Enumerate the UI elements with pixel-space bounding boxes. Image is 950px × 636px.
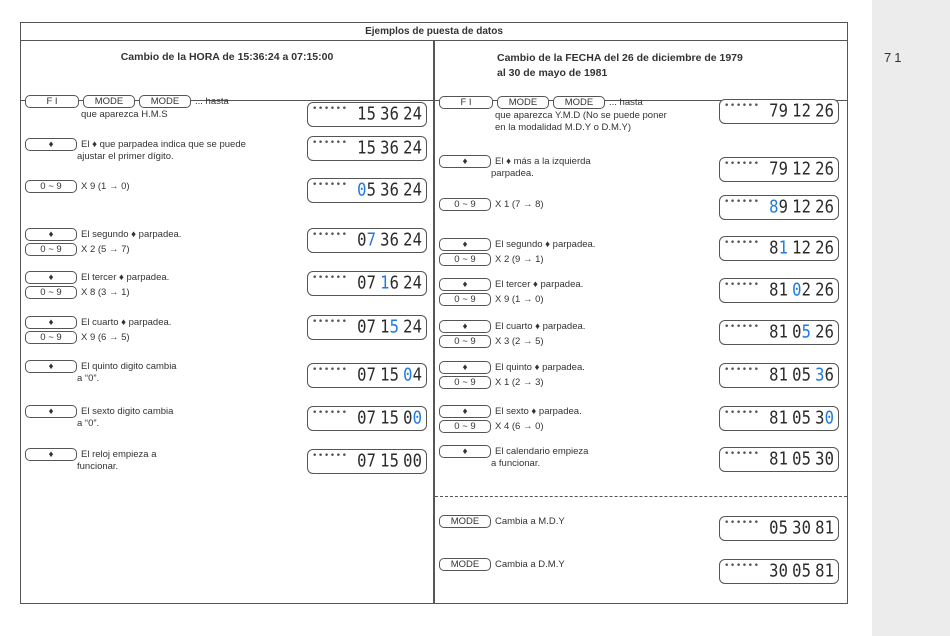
digit-key[interactable]: 0 ~ 9 bbox=[439, 253, 491, 266]
lcd-digit: 9 bbox=[778, 196, 788, 218]
lcd-digit: 1 bbox=[824, 560, 834, 582]
page-number: 71 bbox=[884, 50, 905, 65]
lcd-indicator-dots: •••••• bbox=[724, 101, 760, 111]
step-description: Cambia a D.M.Y bbox=[495, 559, 565, 570]
lcd-digit: 8 bbox=[769, 196, 779, 218]
lcd-digit: 8 bbox=[769, 237, 779, 259]
lcd-digit: 0 bbox=[792, 321, 802, 343]
lcd-digit: 6 bbox=[389, 229, 399, 251]
lcd-digit: 1 bbox=[778, 321, 788, 343]
lcd-digit: 6 bbox=[389, 103, 399, 125]
lcd-digit: 5 bbox=[389, 407, 399, 429]
lcd-digits bbox=[357, 230, 422, 252]
date-change-header-line-2: al 30 de mayo de 1981 bbox=[497, 67, 608, 79]
digit-key[interactable]: 0 ~ 9 bbox=[25, 180, 77, 193]
lcd-display bbox=[719, 559, 839, 584]
lcd-digit: 2 bbox=[801, 100, 811, 122]
step-description: ... hasta bbox=[195, 96, 229, 107]
step-description: X 1 (7 → 8) bbox=[495, 199, 544, 210]
lcd-digit: 0 bbox=[357, 450, 367, 472]
lcd-digit: 8 bbox=[769, 364, 779, 386]
lcd-indicator-dots: •••••• bbox=[724, 561, 760, 571]
lcd-digit: 0 bbox=[403, 364, 413, 386]
lcd-digit: 0 bbox=[357, 229, 367, 251]
lcd-digit: 5 bbox=[366, 103, 376, 125]
lcd-digit: 5 bbox=[778, 517, 788, 539]
lcd-digit: 4 bbox=[412, 316, 422, 338]
lcd-digit: 1 bbox=[380, 407, 390, 429]
lcd-digits bbox=[769, 365, 834, 387]
mode-key[interactable]: MODE bbox=[553, 96, 605, 109]
set-key[interactable]: ♦ bbox=[439, 155, 491, 168]
set-key[interactable]: ♦ bbox=[25, 271, 77, 284]
lcd-digit: 0 bbox=[769, 517, 779, 539]
lcd-digit: 2 bbox=[801, 158, 811, 180]
lcd-digits bbox=[357, 104, 422, 126]
step-description: El ♦ más a la izquierda bbox=[495, 156, 591, 167]
set-key[interactable]: ♦ bbox=[439, 278, 491, 291]
lcd-digit: 1 bbox=[380, 364, 390, 386]
lcd-digits bbox=[357, 451, 422, 473]
step-description: El calendario empieza bbox=[495, 446, 589, 457]
lcd-display bbox=[307, 271, 427, 296]
lcd-digit: 0 bbox=[412, 450, 422, 472]
lcd-digits bbox=[357, 317, 422, 339]
step-description: El cuarto ♦ parpadea. bbox=[81, 317, 172, 328]
lcd-indicator-dots: •••••• bbox=[724, 197, 760, 207]
lcd-digits bbox=[769, 101, 834, 123]
step-description: X 1 (2 → 3) bbox=[495, 377, 544, 388]
lcd-display bbox=[719, 363, 839, 388]
digit-key[interactable]: 0 ~ 9 bbox=[439, 335, 491, 348]
lcd-digit: 4 bbox=[412, 364, 422, 386]
dashed-separator bbox=[435, 496, 847, 497]
lcd-digit: 0 bbox=[824, 407, 834, 429]
step-description: funcionar. bbox=[77, 461, 119, 472]
lcd-display bbox=[719, 157, 839, 182]
lcd-digit: 3 bbox=[792, 517, 802, 539]
lcd-digit: 1 bbox=[380, 316, 390, 338]
lcd-digit: 5 bbox=[801, 560, 811, 582]
lcd-digit: 2 bbox=[801, 279, 811, 301]
lcd-digit: 6 bbox=[389, 272, 399, 294]
lcd-digit: 2 bbox=[403, 316, 413, 338]
table-title: Ejemplos de puesta de datos bbox=[21, 23, 847, 41]
step-description: X 2 (9 → 1) bbox=[495, 254, 544, 265]
lcd-digit: 7 bbox=[366, 364, 376, 386]
lcd-display bbox=[719, 195, 839, 220]
mode-key[interactable]: MODE bbox=[439, 558, 491, 571]
fi-key[interactable]: F I bbox=[439, 96, 493, 109]
lcd-digit: 3 bbox=[815, 407, 825, 429]
lcd-indicator-dots: •••••• bbox=[724, 518, 760, 528]
lcd-digit: 7 bbox=[769, 158, 779, 180]
lcd-digits bbox=[357, 138, 422, 160]
lcd-indicator-dots: •••••• bbox=[312, 317, 348, 327]
lcd-indicator-dots: •••••• bbox=[724, 408, 760, 418]
lcd-digit: 6 bbox=[824, 279, 834, 301]
date-change-header-line-1: Cambio de la FECHA del 26 de diciembre de 1979 bbox=[497, 52, 743, 64]
lcd-display bbox=[719, 447, 839, 472]
set-key[interactable]: ♦ bbox=[439, 238, 491, 251]
step-description: a “0”. bbox=[77, 373, 100, 384]
lcd-digits bbox=[769, 159, 834, 181]
lcd-display bbox=[719, 278, 839, 303]
step-description: El sexto digito cambia bbox=[81, 406, 174, 417]
lcd-digit: 7 bbox=[366, 272, 376, 294]
lcd-digit: 8 bbox=[769, 279, 779, 301]
step-description: a “0”. bbox=[77, 418, 100, 429]
lcd-digit: 7 bbox=[366, 316, 376, 338]
lcd-digit: 1 bbox=[792, 237, 802, 259]
lcd-indicator-dots: •••••• bbox=[724, 322, 760, 332]
lcd-digit: 6 bbox=[824, 158, 834, 180]
lcd-digit: 1 bbox=[357, 103, 367, 125]
lcd-digit: 4 bbox=[412, 103, 422, 125]
lcd-digit: 7 bbox=[366, 407, 376, 429]
lcd-digits bbox=[769, 322, 834, 344]
lcd-display bbox=[719, 99, 839, 124]
lcd-digit: 3 bbox=[380, 137, 390, 159]
time-change-header: Cambio de la HORA de 15:36:24 a 07:15:00 bbox=[120, 51, 334, 63]
step-description: El cuarto ♦ parpadea. bbox=[495, 321, 586, 332]
lcd-digit: 0 bbox=[792, 279, 802, 301]
lcd-digit: 2 bbox=[815, 158, 825, 180]
lcd-digit: 1 bbox=[792, 158, 802, 180]
fi-key[interactable]: F I bbox=[25, 95, 79, 108]
lcd-digit: 4 bbox=[412, 229, 422, 251]
lcd-digit: 8 bbox=[815, 517, 825, 539]
lcd-digit: 8 bbox=[815, 560, 825, 582]
lcd-digit: 0 bbox=[357, 179, 367, 201]
digit-key[interactable]: 0 ~ 9 bbox=[439, 198, 491, 211]
lcd-digit: 5 bbox=[366, 179, 376, 201]
lcd-digit: 5 bbox=[801, 448, 811, 470]
step-description: X 9 (1 → 0) bbox=[81, 181, 130, 192]
lcd-digit: 5 bbox=[801, 407, 811, 429]
lcd-digit: 1 bbox=[778, 407, 788, 429]
set-key[interactable]: ♦ bbox=[25, 405, 77, 418]
lcd-digit: 1 bbox=[778, 448, 788, 470]
lcd-digit: 6 bbox=[389, 179, 399, 201]
step-description: X 4 (6 → 0) bbox=[495, 421, 544, 432]
lcd-indicator-dots: •••••• bbox=[724, 449, 760, 459]
lcd-digit: 9 bbox=[778, 100, 788, 122]
mode-key[interactable]: MODE bbox=[439, 515, 491, 528]
mode-key[interactable]: MODE bbox=[139, 95, 191, 108]
lcd-digit: 6 bbox=[824, 364, 834, 386]
set-key[interactable]: ♦ bbox=[439, 320, 491, 333]
lcd-digit: 4 bbox=[412, 179, 422, 201]
lcd-digit: 1 bbox=[824, 517, 834, 539]
lcd-digit: 0 bbox=[824, 448, 834, 470]
lcd-display bbox=[307, 102, 427, 127]
step-description: parpadea. bbox=[491, 168, 534, 179]
lcd-digit: 1 bbox=[778, 279, 788, 301]
lcd-indicator-dots: •••••• bbox=[312, 138, 348, 148]
lcd-digit: 7 bbox=[366, 229, 376, 251]
lcd-digit: 3 bbox=[815, 364, 825, 386]
lcd-digit: 6 bbox=[824, 100, 834, 122]
step-description: El segundo ♦ parpadea. bbox=[495, 239, 596, 250]
lcd-digit: 3 bbox=[380, 179, 390, 201]
step-description: El quinto digito cambia bbox=[81, 361, 177, 372]
lcd-indicator-dots: •••••• bbox=[724, 280, 760, 290]
lcd-display bbox=[307, 449, 427, 474]
set-key[interactable]: ♦ bbox=[25, 316, 77, 329]
mode-key[interactable]: MODE bbox=[83, 95, 135, 108]
lcd-digit: 7 bbox=[769, 100, 779, 122]
digit-key[interactable]: 0 ~ 9 bbox=[439, 376, 491, 389]
lcd-digit: 2 bbox=[403, 229, 413, 251]
lcd-indicator-dots: •••••• bbox=[312, 365, 348, 375]
lcd-digit: 5 bbox=[801, 364, 811, 386]
lcd-display bbox=[719, 406, 839, 431]
lcd-digit: 0 bbox=[792, 560, 802, 582]
lcd-digit: 5 bbox=[389, 450, 399, 472]
digit-key[interactable]: 0 ~ 9 bbox=[439, 420, 491, 433]
lcd-digit: 0 bbox=[778, 560, 788, 582]
lcd-digit: 5 bbox=[366, 137, 376, 159]
lcd-digit: 3 bbox=[815, 448, 825, 470]
lcd-digit: 2 bbox=[801, 237, 811, 259]
set-key[interactable]: ♦ bbox=[25, 138, 77, 151]
lcd-digit: 8 bbox=[769, 321, 779, 343]
lcd-display bbox=[307, 136, 427, 161]
step-description: El sexto ♦ parpadea. bbox=[495, 406, 582, 417]
step-description: Cambia a M.D.Y bbox=[495, 516, 565, 527]
lcd-digit: 1 bbox=[380, 272, 390, 294]
lcd-indicator-dots: •••••• bbox=[724, 159, 760, 169]
lcd-digit: 2 bbox=[403, 179, 413, 201]
lcd-digit: 5 bbox=[801, 321, 811, 343]
lcd-digit: 0 bbox=[357, 316, 367, 338]
lcd-digit: 2 bbox=[815, 321, 825, 343]
lcd-display bbox=[307, 363, 427, 388]
lcd-digits bbox=[769, 197, 834, 219]
set-key[interactable]: ♦ bbox=[25, 360, 77, 373]
lcd-digit: 0 bbox=[357, 407, 367, 429]
step-description: en la modalidad M.D.Y o D.M.Y) bbox=[495, 122, 632, 133]
step-description: que aparezca H.M.S bbox=[81, 109, 168, 120]
step-description: X 9 (6 → 5) bbox=[81, 332, 130, 343]
lcd-digit: 8 bbox=[769, 448, 779, 470]
lcd-digit: 2 bbox=[801, 196, 811, 218]
lcd-digits bbox=[769, 518, 834, 540]
lcd-indicator-dots: •••••• bbox=[724, 238, 760, 248]
lcd-digit: 2 bbox=[403, 103, 413, 125]
lcd-digit: 3 bbox=[380, 103, 390, 125]
step-description: ... hasta bbox=[609, 97, 643, 108]
set-key[interactable]: ♦ bbox=[25, 448, 77, 461]
lcd-digit: 2 bbox=[815, 279, 825, 301]
lcd-indicator-dots: •••••• bbox=[312, 451, 348, 461]
lcd-display bbox=[719, 516, 839, 541]
digit-key[interactable]: 0 ~ 9 bbox=[25, 331, 77, 344]
lcd-display bbox=[307, 228, 427, 253]
step-description: El segundo ♦ parpadea. bbox=[81, 229, 182, 240]
lcd-digit: 1 bbox=[778, 364, 788, 386]
lcd-digit: 0 bbox=[357, 272, 367, 294]
lcd-indicator-dots: •••••• bbox=[724, 365, 760, 375]
lcd-indicator-dots: •••••• bbox=[312, 408, 348, 418]
lcd-digit: 0 bbox=[403, 407, 413, 429]
digit-key[interactable]: 0 ~ 9 bbox=[25, 243, 77, 256]
lcd-digit: 1 bbox=[380, 450, 390, 472]
step-description: El tercer ♦ parpadea. bbox=[495, 279, 584, 290]
lcd-digit: 1 bbox=[778, 237, 788, 259]
step-description: X 8 (3 → 1) bbox=[81, 287, 130, 298]
lcd-digit: 3 bbox=[380, 229, 390, 251]
lcd-display bbox=[719, 236, 839, 261]
date-change-header bbox=[497, 51, 837, 81]
lcd-digits bbox=[769, 238, 834, 260]
step-description: X 2 (5 → 7) bbox=[81, 244, 130, 255]
lcd-display bbox=[719, 320, 839, 345]
page-side-strip bbox=[872, 0, 950, 636]
mode-key[interactable]: MODE bbox=[497, 96, 549, 109]
column-headers bbox=[21, 41, 847, 101]
lcd-indicator-dots: •••••• bbox=[312, 273, 348, 283]
lcd-digit: 1 bbox=[357, 137, 367, 159]
lcd-digit: 6 bbox=[824, 196, 834, 218]
lcd-indicator-dots: •••••• bbox=[312, 180, 348, 190]
lcd-digit: 6 bbox=[389, 137, 399, 159]
lcd-digit: 3 bbox=[769, 560, 779, 582]
lcd-digit: 4 bbox=[412, 272, 422, 294]
step-description: X 9 (1 → 0) bbox=[495, 294, 544, 305]
examples-table bbox=[20, 22, 848, 604]
step-description: ajustar el primer dígito. bbox=[77, 151, 174, 162]
digit-key[interactable]: 0 ~ 9 bbox=[25, 286, 77, 299]
lcd-display bbox=[307, 406, 427, 431]
lcd-digit: 9 bbox=[778, 158, 788, 180]
lcd-digit: 0 bbox=[801, 517, 811, 539]
lcd-digit: 8 bbox=[769, 407, 779, 429]
lcd-digits bbox=[769, 561, 834, 583]
set-key[interactable]: ♦ bbox=[439, 405, 491, 418]
digit-key[interactable]: 0 ~ 9 bbox=[439, 293, 491, 306]
lcd-digit: 5 bbox=[389, 364, 399, 386]
step-description: El quinto ♦ parpadea. bbox=[495, 362, 585, 373]
lcd-digit: 1 bbox=[792, 100, 802, 122]
lcd-display bbox=[307, 315, 427, 340]
lcd-digit: 5 bbox=[389, 316, 399, 338]
lcd-digit: 0 bbox=[357, 364, 367, 386]
lcd-digits bbox=[357, 365, 422, 387]
lcd-digits bbox=[769, 408, 834, 430]
lcd-digit: 6 bbox=[824, 321, 834, 343]
step-description: X 3 (2 → 5) bbox=[495, 336, 544, 347]
lcd-digit: 0 bbox=[403, 450, 413, 472]
lcd-digits bbox=[357, 180, 422, 202]
lcd-digits bbox=[357, 408, 422, 430]
lcd-digits bbox=[357, 273, 422, 295]
lcd-digit: 0 bbox=[792, 448, 802, 470]
lcd-digit: 2 bbox=[403, 272, 413, 294]
lcd-digit: 0 bbox=[792, 364, 802, 386]
lcd-digit: 2 bbox=[815, 100, 825, 122]
lcd-display bbox=[307, 178, 427, 203]
lcd-digit: 4 bbox=[412, 137, 422, 159]
step-description: El tercer ♦ parpadea. bbox=[81, 272, 170, 283]
lcd-indicator-dots: •••••• bbox=[312, 104, 348, 114]
step-description: a funcionar. bbox=[491, 458, 541, 469]
lcd-digit: 1 bbox=[792, 196, 802, 218]
column-divider bbox=[433, 41, 435, 603]
lcd-digit: 0 bbox=[792, 407, 802, 429]
lcd-digit: 2 bbox=[815, 196, 825, 218]
step-description: El reloj empieza a bbox=[81, 449, 157, 460]
set-key[interactable]: ♦ bbox=[25, 228, 77, 241]
lcd-digit: 0 bbox=[412, 407, 422, 429]
lcd-digits bbox=[769, 280, 834, 302]
step-description: que aparezca Y.M.D (No se puede poner bbox=[495, 110, 667, 121]
lcd-digits bbox=[769, 449, 834, 471]
set-key[interactable]: ♦ bbox=[439, 445, 491, 458]
set-key[interactable]: ♦ bbox=[439, 361, 491, 374]
lcd-digit: 6 bbox=[824, 237, 834, 259]
lcd-digit: 7 bbox=[366, 450, 376, 472]
lcd-digit: 2 bbox=[815, 237, 825, 259]
step-description: El ♦ que parpadea indica que se puede bbox=[81, 139, 246, 150]
lcd-digit: 2 bbox=[403, 137, 413, 159]
lcd-indicator-dots: •••••• bbox=[312, 230, 348, 240]
